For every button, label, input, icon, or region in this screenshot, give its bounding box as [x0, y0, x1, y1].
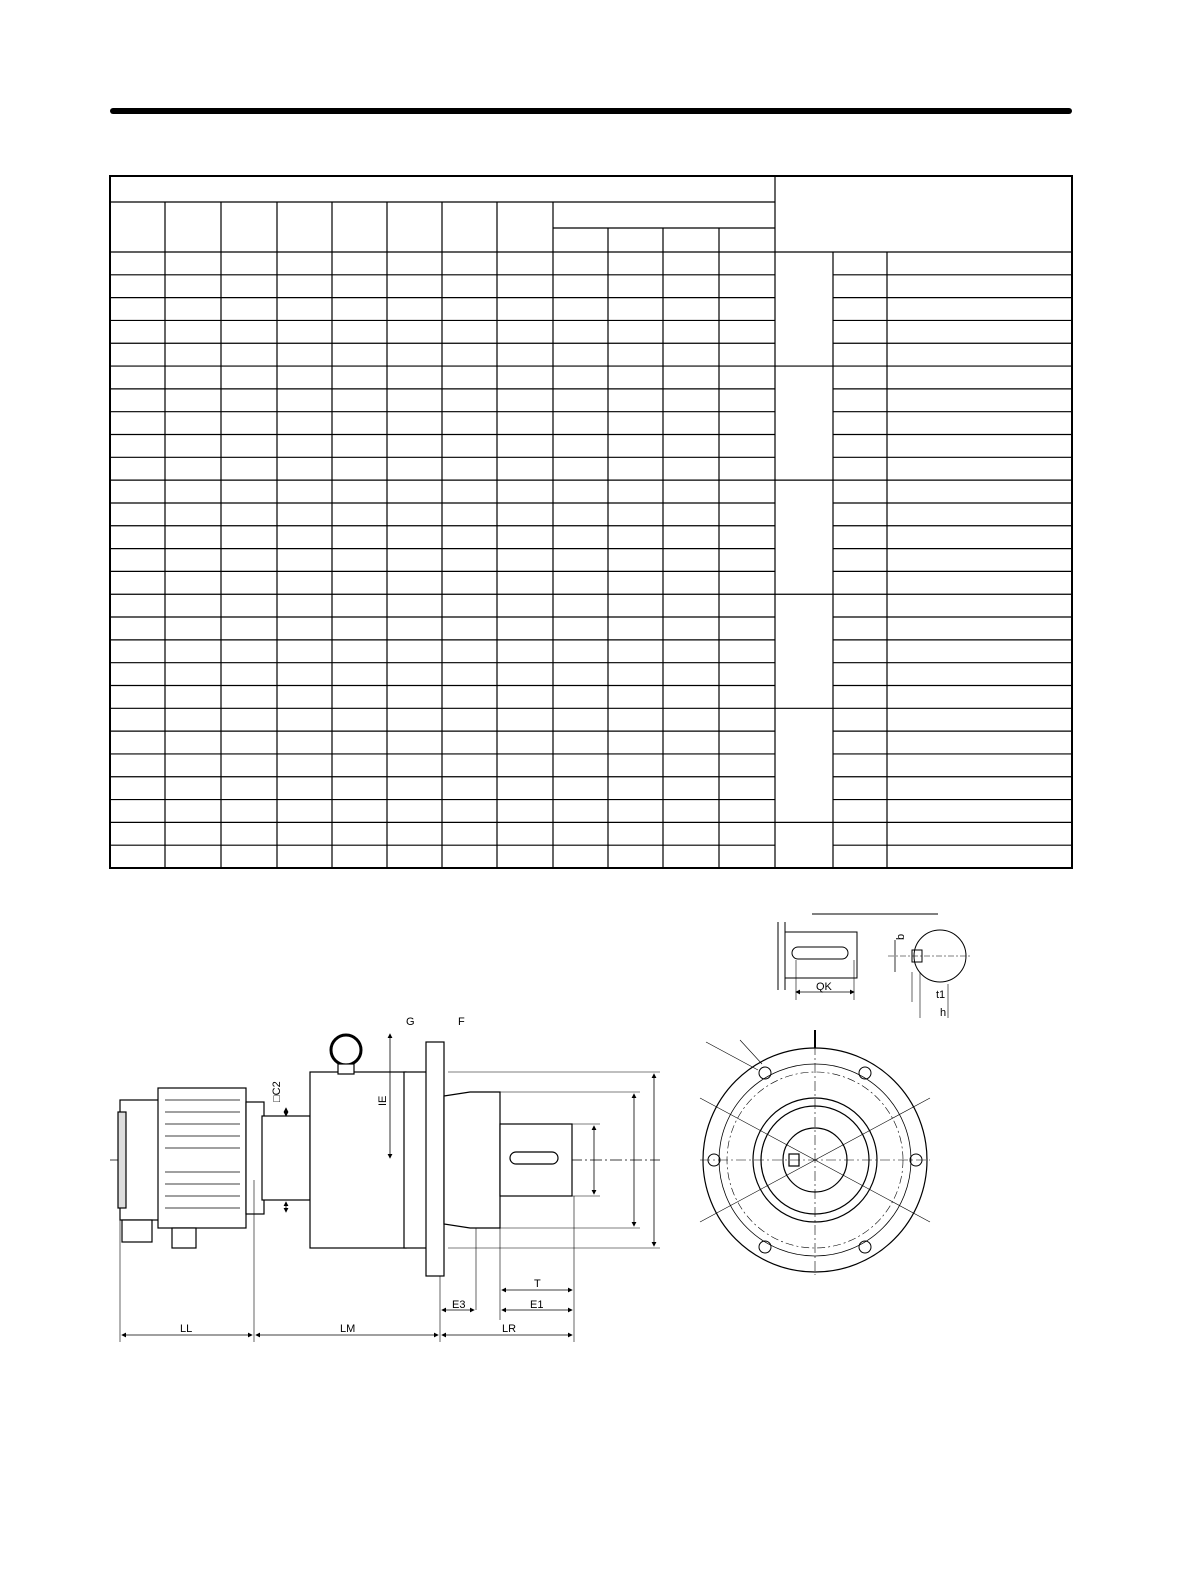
eye-bolt: [331, 1035, 361, 1065]
motor-flange: [262, 1116, 310, 1200]
connector: [122, 1220, 152, 1242]
label-qk: QK: [816, 981, 832, 993]
shaft-key: [510, 1152, 558, 1164]
label-t: T: [534, 1278, 541, 1290]
motor-outline-drawing: [0, 880, 1192, 1360]
label-lm: LM: [340, 1323, 356, 1335]
shaft-detail: [778, 914, 970, 1018]
front-view: [700, 1030, 930, 1275]
label-h: h: [940, 1007, 947, 1019]
connector: [172, 1228, 196, 1248]
label-f: F: [458, 1016, 465, 1028]
motor-body: [158, 1088, 246, 1228]
label-e3: E3: [452, 1299, 466, 1311]
label-lr: LR: [502, 1323, 517, 1335]
label-ll: LL: [180, 1323, 193, 1335]
label-t1: t1: [936, 989, 946, 1001]
table-frame: [110, 176, 1072, 868]
output-flange: [426, 1042, 444, 1276]
label-e1: E1: [530, 1299, 544, 1311]
label-b: b: [895, 933, 907, 940]
gearbox-body: [310, 1072, 406, 1248]
label-c2: □C2: [271, 1081, 283, 1102]
label-ie: IE: [377, 1095, 389, 1106]
label-g: G: [406, 1016, 415, 1028]
side-view: [110, 1034, 660, 1342]
